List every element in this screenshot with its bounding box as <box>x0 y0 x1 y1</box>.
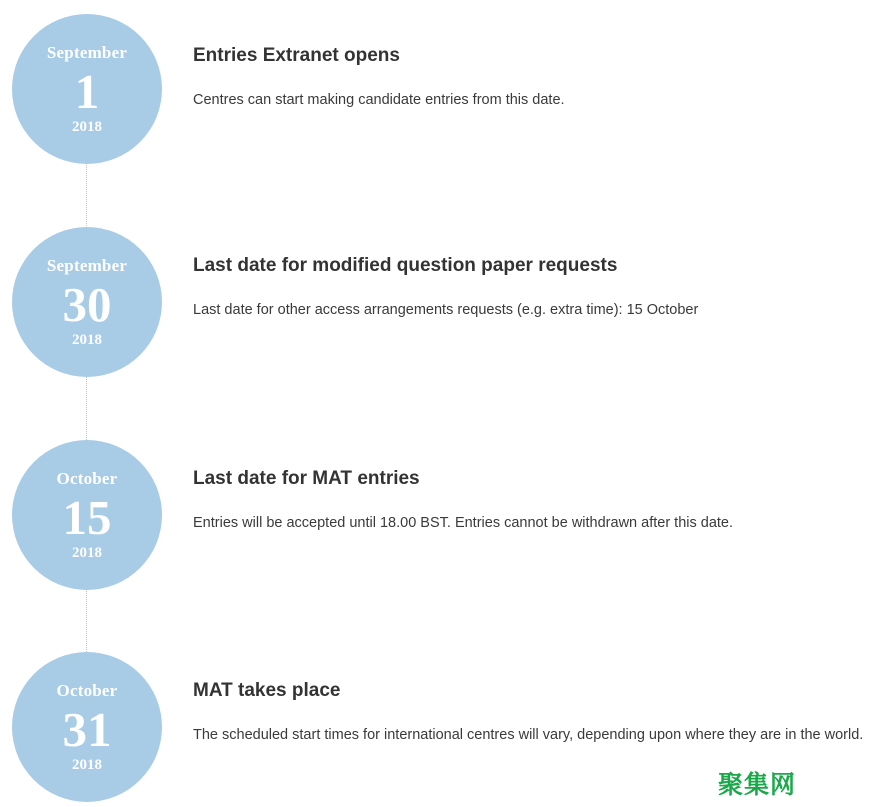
badge-day: 31 <box>62 701 112 757</box>
timeline-date-badge <box>12 652 162 802</box>
timeline-date-badge <box>12 440 162 590</box>
timeline-event-content <box>193 44 873 111</box>
event-description: The scheduled start times for international centres will vary, depending upon where they are in the world. <box>193 726 864 743</box>
badge-day: 30 <box>62 276 112 332</box>
timeline-date-badge <box>12 227 162 377</box>
event-description: Centres can start making candidate entries from this date. <box>193 91 565 108</box>
timeline-event-content <box>193 254 873 321</box>
badge-month: October <box>56 680 118 700</box>
event-description: Last date for other access arrangements requests (e.g. extra time): 15 October <box>193 301 699 318</box>
event-title: Last date for modified question paper requests <box>193 255 618 276</box>
timeline-event-content <box>193 467 873 534</box>
badge-year: 2018 <box>72 331 102 348</box>
badge-year: 2018 <box>72 118 102 135</box>
badge-year: 2018 <box>72 756 102 773</box>
timeline-date-badge <box>12 14 162 164</box>
event-title: Entries Extranet opens <box>193 45 400 66</box>
event-description: Entries will be accepted until 18.00 BST. Entries cannot be withdrawn after this date. <box>193 514 734 531</box>
badge-month: September <box>46 255 128 275</box>
site-watermark: 聚集网 <box>717 770 796 799</box>
timeline-event-content <box>193 679 873 746</box>
badge-month: October <box>56 468 118 488</box>
badge-month: September <box>46 42 128 62</box>
event-title: MAT takes place <box>193 680 341 701</box>
badge-year: 2018 <box>72 544 102 561</box>
event-title: Last date for MAT entries <box>193 468 420 489</box>
badge-day: 15 <box>62 489 112 545</box>
badge-day: 1 <box>74 63 100 119</box>
